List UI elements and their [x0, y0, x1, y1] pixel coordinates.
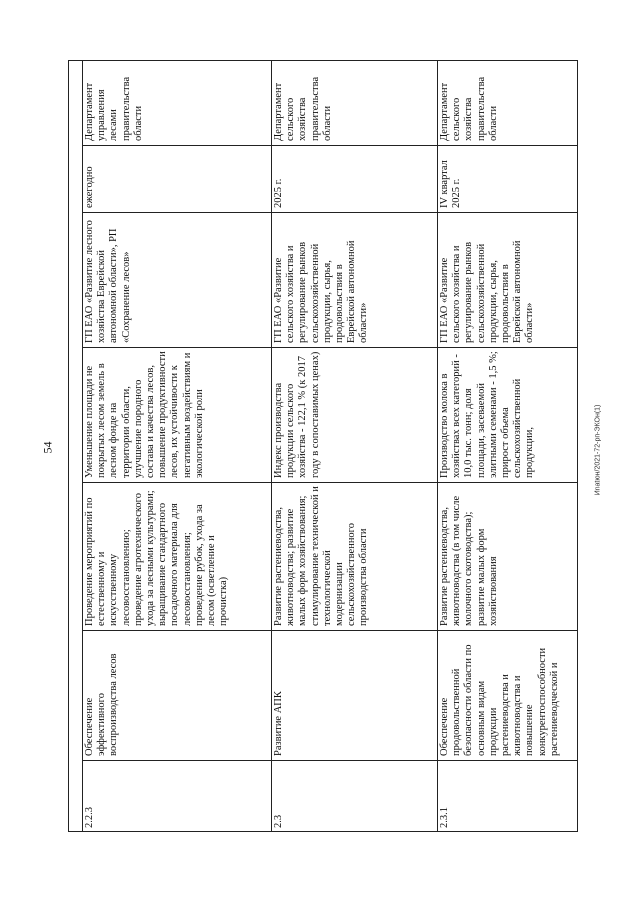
table-cell-term — [271, 145, 437, 212]
table-cell-measures — [271, 482, 437, 630]
table-cell-program — [437, 212, 578, 347]
table-cell-result — [82, 347, 271, 482]
cell-text-executor: Департамент управления лесами правительства области — [84, 76, 144, 141]
cell-text-name: Обеспечение продовольственной безопасности области по основным видам продукции растениеводства и животноводства и повышение конкурентоспособности растениеводческой и — [439, 644, 560, 756]
page-number: 54 — [40, 441, 55, 454]
cell-text-name: Развитие АПК — [273, 691, 284, 756]
cell-text-num: 2.3 — [273, 814, 284, 828]
table-cell-num — [271, 760, 437, 832]
cell-text-measures: Развитие растениеводства, животноводства (в том числе молочного скотоводства); развитие малых форм хозяйствования — [439, 495, 499, 626]
table-cell-executor — [82, 60, 271, 145]
table-cell-term — [82, 145, 271, 212]
table-cell-result — [271, 347, 437, 482]
table-cell-result — [437, 347, 578, 482]
cell-text-name: Обеспечение эффективного воспроизводства лесов — [84, 653, 120, 756]
plan-table — [68, 60, 578, 832]
table-cell-term — [437, 145, 578, 212]
cell-text-num: 2.3.1 — [439, 807, 450, 828]
cell-text-term: IV квартал 2025 г. — [439, 160, 463, 208]
cell-text-result: Индекс производства продукции сельского хозяйства - 122,1 % (к 2017 году в сопоставимых ценах) — [273, 351, 321, 478]
cell-text-term: 2025 г. — [273, 178, 284, 208]
table-cell-name — [437, 630, 578, 760]
table-cell-executor — [437, 60, 578, 145]
cell-text-program: ГП ЕАО «Развитие сельского хозяйства и регулирование рынков сельскохозяйственной продукции, сырья, продовольствия в Еврейской автономной области» — [273, 240, 370, 343]
cell-text-program: ГП ЕАО «Развитие лесного хозяйства Еврейской автономной области», РП «Сохранение лесов» — [84, 220, 132, 343]
table-cell-num — [437, 760, 578, 832]
cell-text-program: ГП ЕАО «Развитие сельского хозяйства и регулирование рынков сельскохозяйственной продукции, сырья, продовольствия в Еврейской автономной области» — [439, 240, 536, 343]
table-cell-program — [82, 212, 271, 347]
table-cell-num — [82, 760, 271, 832]
cell-text-result: Производство молока в хозяйствах всех категорий - 10,0 тыс. тонн; доля площади, засеваемой элитными семенами - 1,5 %; прирост объема сельскохозяйственной продукции, — [439, 351, 536, 478]
cell-text-num: 2.2.3 — [84, 807, 95, 828]
footer-code: Иnatюн/2021-72-рп-ЭКОн(1) — [594, 404, 602, 496]
table-cell-program — [271, 212, 437, 347]
cell-text-measures: Развитие растениеводства, животноводства; развитие малых форм хозяйствования; стимулирование технической и технологической модернизации сельскохозяйственного производства области — [273, 486, 370, 626]
cell-text-result: Уменьшение площади не покрытых лесом земель в лесном фонде на территории области, улучшение породного состава и качества лесов, повышение продуктивности лесов, их устойчивости к негативным воздействиям и экологической роли — [84, 351, 205, 478]
table-cell-measures — [82, 482, 271, 630]
table-cell-name — [271, 630, 437, 760]
table-cell-executor — [271, 60, 437, 145]
cell-text-term: ежегодно — [84, 166, 95, 208]
cell-text-measures: Проведение мероприятий по естественному и искусственному лесовосстановлению; проведение агротехнического ухода за лесными культурами; выращивание стандартного посадочного материала для лесовосстановления; проведение рубок, ухода за лесом (осветление и прочистка) — [84, 490, 230, 626]
cell-text-executor: Департамент сельского хозяйства правительства области — [273, 76, 333, 141]
table-cell-name — [82, 630, 271, 760]
cell-text-executor: Департамент сельского хозяйства правительства области — [439, 76, 499, 141]
table-cell-measures — [437, 482, 578, 630]
